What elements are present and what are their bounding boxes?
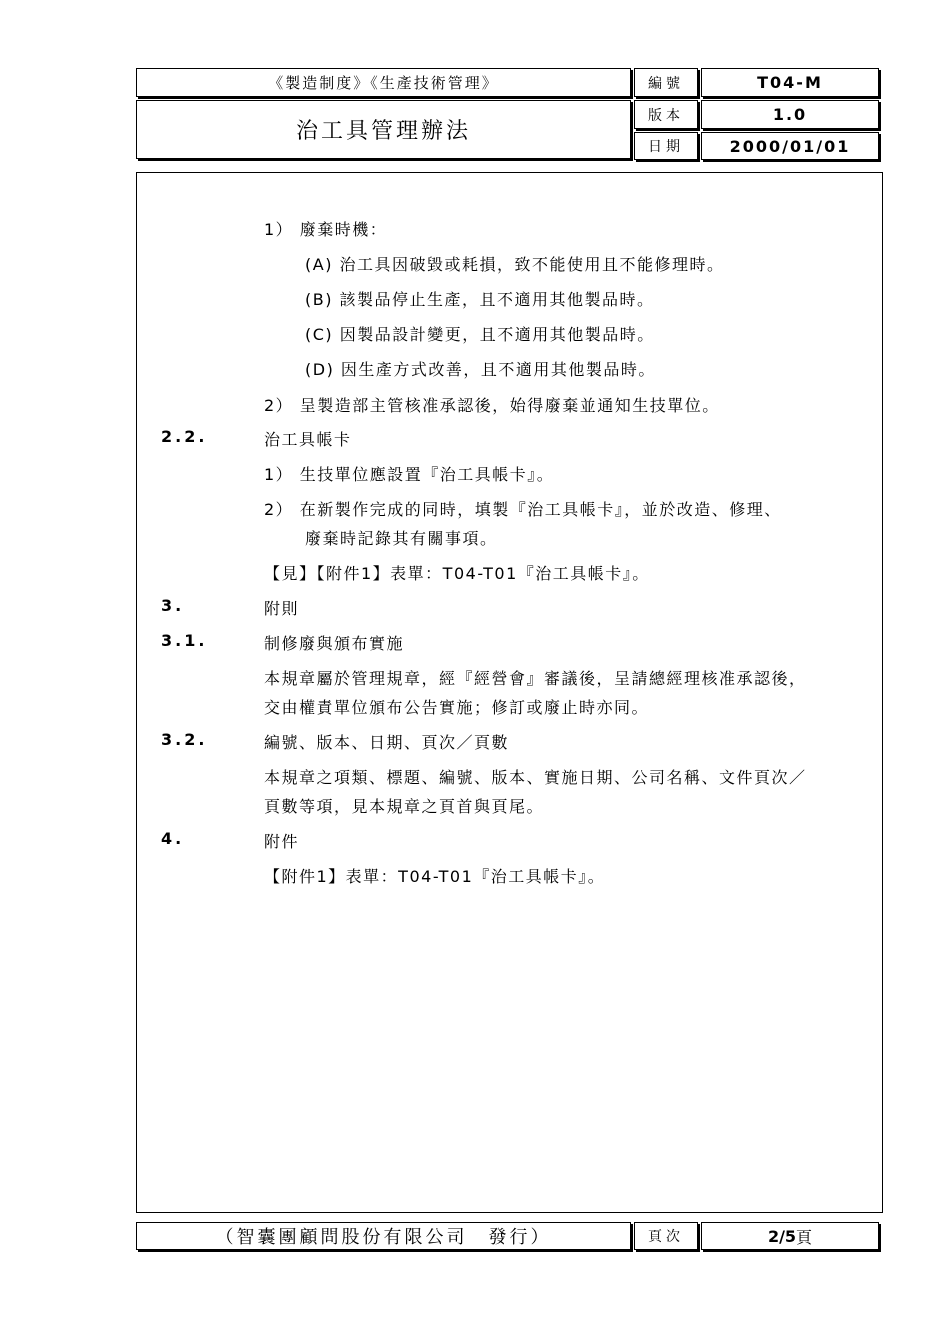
section-3-title: 附則 (264, 599, 300, 618)
section-3-2-text-2: 頁數等項，見本規章之頁首與頁尾。 (264, 797, 545, 816)
section-3-number: 3. (161, 596, 185, 615)
section-3-1-text-2: 交由權責單位頒布公告實施；修訂或廢止時亦同。 (264, 698, 650, 717)
section-3-2-number: 3.2. (161, 730, 208, 749)
item-approval: 2） 呈製造部主管核准承認後，始得廢棄並通知生技單位。 (264, 396, 720, 415)
section-4-number: 4. (161, 829, 185, 848)
section-3-2-text-1: 本規章之項類、標題、編號、版本、實施日期、公司名稱、文件頁次／ (264, 768, 807, 787)
item-card-setup: 1） 生技單位應設置『治工具帳卡』。 (264, 465, 555, 484)
item-c: (C) 因製品設計變更，且不適用其他製品時。 (305, 325, 655, 344)
item-d: (D) 因生產方式改善，且不適用其他製品時。 (305, 360, 656, 379)
section-3-1-number: 3.1. (161, 631, 208, 650)
section-3-1-title: 制修廢與頒布實施 (264, 634, 405, 653)
item-disposal-timing: 1） 廢棄時機： (264, 220, 388, 239)
item-a: (A) 治工具因破毀或耗損，致不能使用且不能修理時。 (305, 255, 725, 274)
item-card-fill: 2） 在新製作完成的同時，填製『治工具帳卡』，並於改造、修理、 (264, 500, 782, 519)
item-b: (B) 該製品停止生產，且不適用其他製品時。 (305, 290, 655, 309)
code-value: T04-M (701, 68, 879, 97)
page-number-box (701, 1222, 879, 1250)
header-series: 《製造制度》《生產技術管理》 (136, 68, 631, 97)
section-2-2-title: 治工具帳卡 (264, 430, 352, 449)
page-number: 2/5 (767, 1226, 797, 1246)
section-2-2-number: 2.2. (161, 427, 208, 446)
version-label: 版本 (634, 100, 698, 129)
version-value: 1.0 (701, 100, 879, 129)
section-3-2-title: 編號、版本、日期、頁次／頁數 (264, 733, 510, 752)
footer-publisher: （智囊團顧問股份有限公司 發行） (136, 1222, 631, 1250)
section-3-1-text-1: 本規章屬於管理規章，經『經營會』審議後，呈請總經理核准承認後， (264, 669, 807, 688)
page-label: 頁次 (634, 1222, 698, 1250)
date-label: 日期 (634, 132, 698, 160)
code-label: 編號 (634, 68, 698, 97)
document-title: 治工具管理辦法 (136, 100, 631, 159)
section-4-title: 附件 (264, 832, 300, 851)
attachment-note: 【附件1】表單：T04-T01『治工具帳卡』。 (264, 867, 606, 886)
page-suffix: 頁 (796, 1227, 813, 1247)
item-card-fill-cont: 廢棄時記錄其有關事項。 (305, 529, 498, 548)
date-value: 2000/01/01 (701, 132, 879, 160)
reference-note: 【見】【附件1】表單：T04-T01『治工具帳卡』。 (264, 564, 650, 583)
